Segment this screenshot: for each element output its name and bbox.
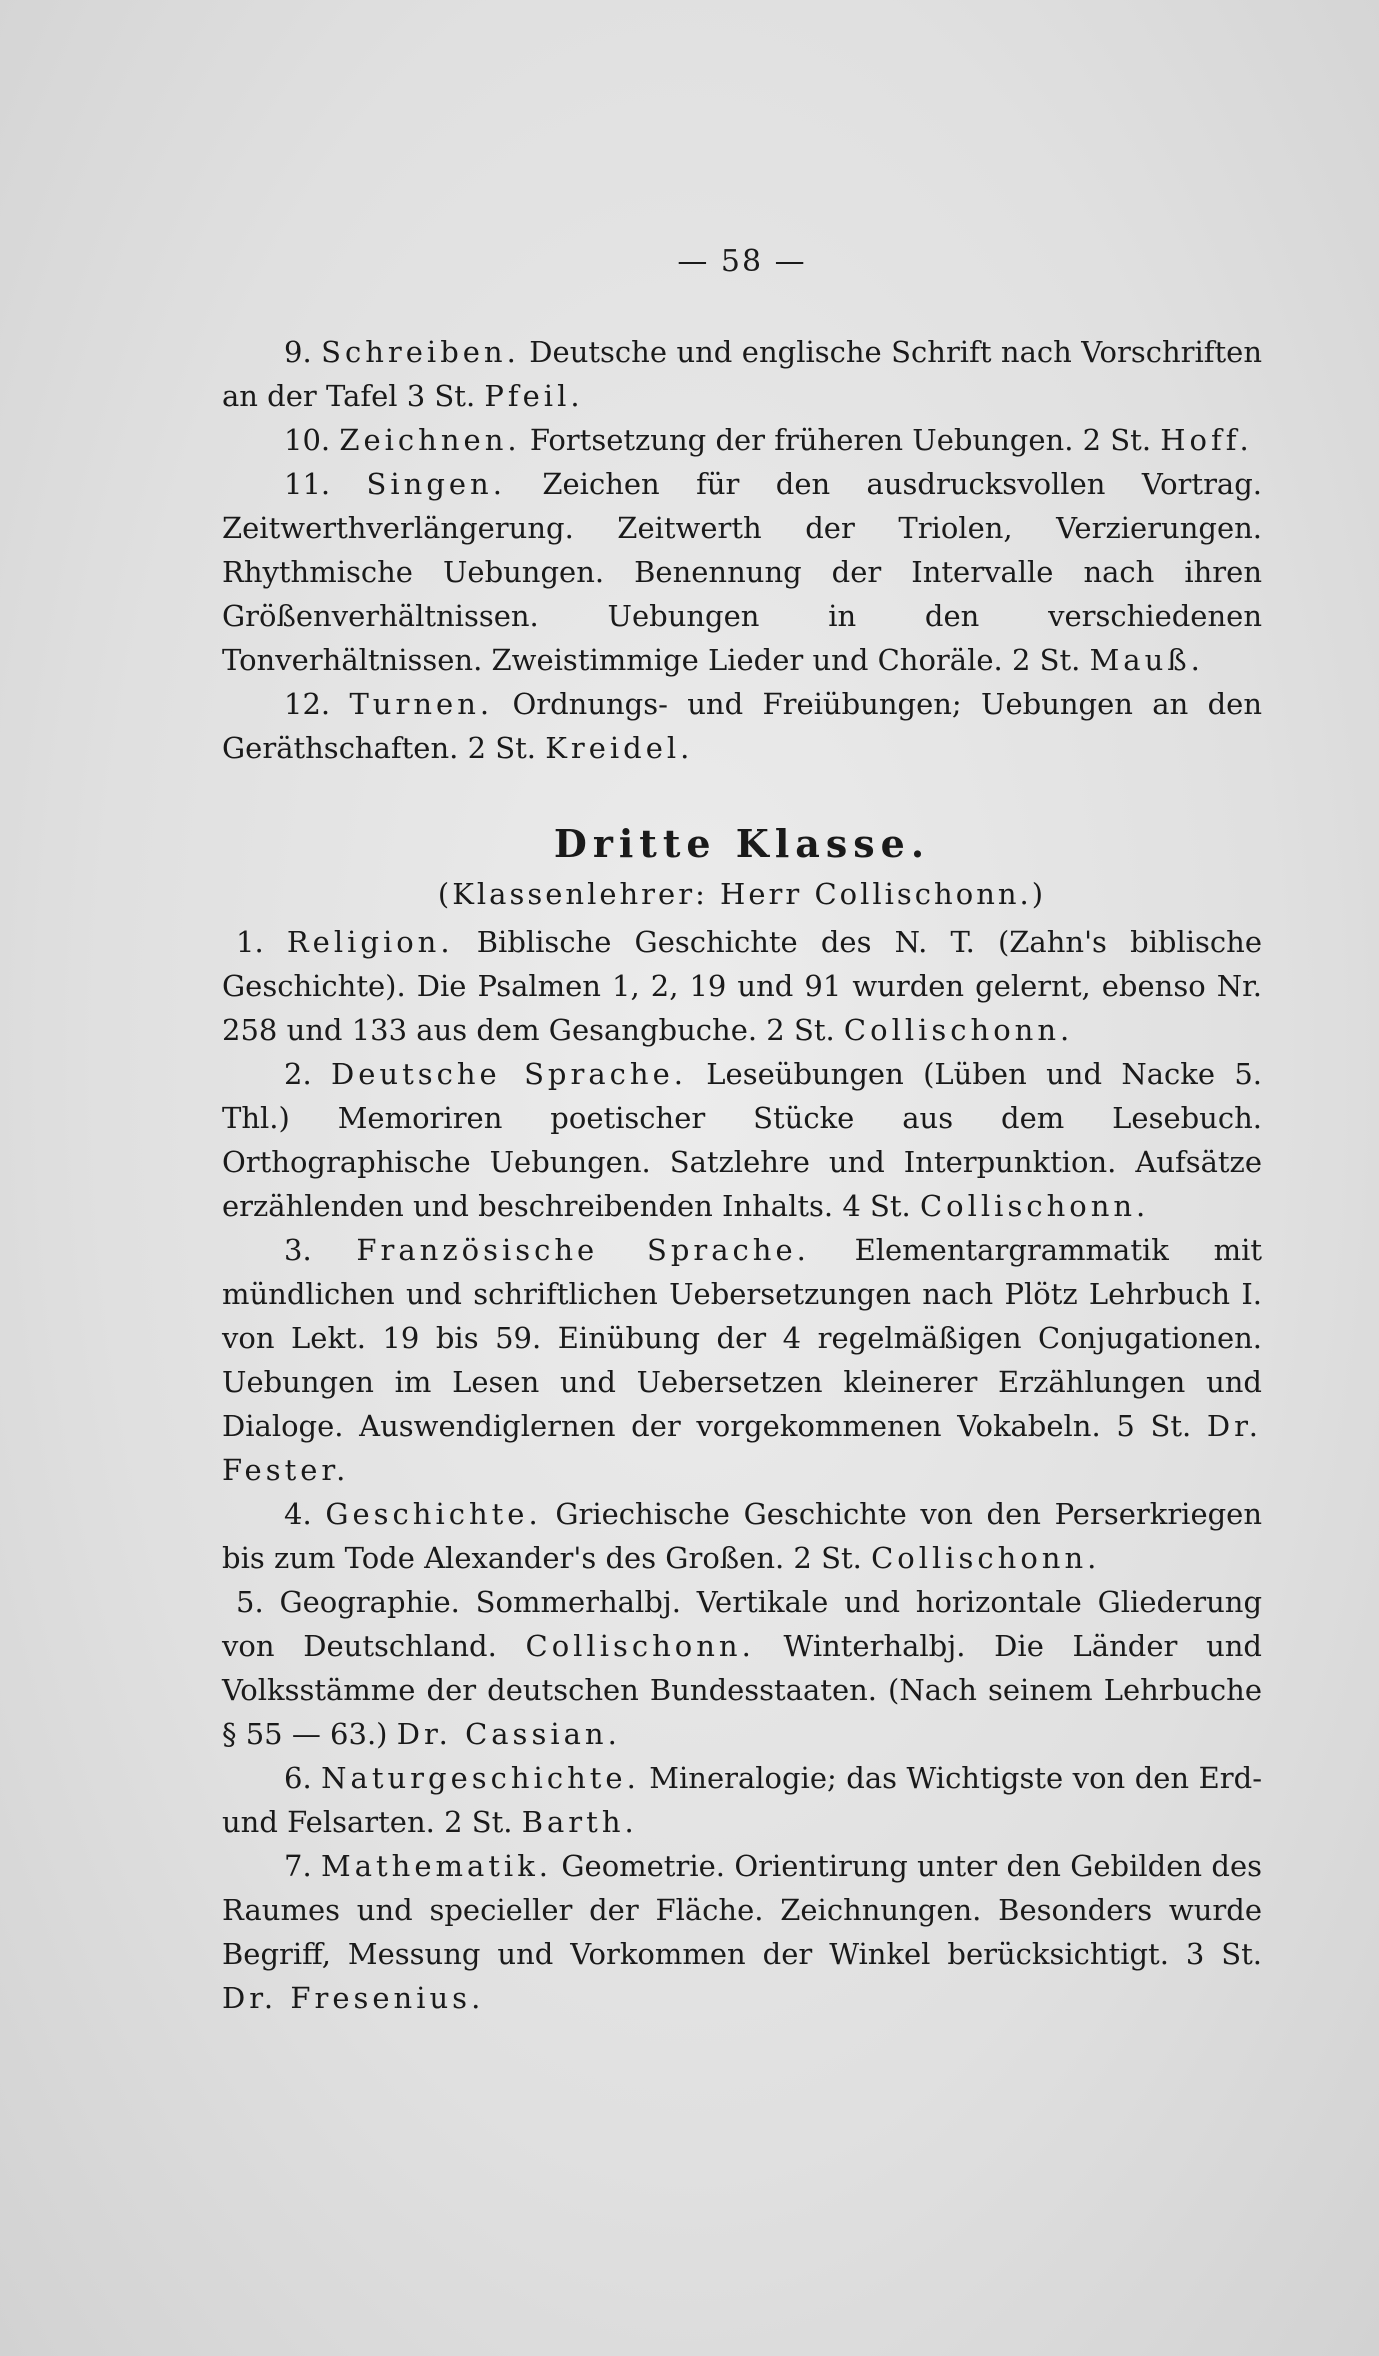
entry-schreiben: 9. Schreiben. Deutsche und englische Schrift nach Vorschriften an der Tafel 3 St. Pfeil. xyxy=(222,335,1263,413)
entry-mathematik: 7. Mathematik. Geometrie. Orientirung unter den Gebilden des Raumes und specieller der Fläche. Zeichnungen. Besonders wurde Begriff, Messung und Vorkommen der Winkel berücksichtigt. 3 St. Dr. Fresenius. xyxy=(222,1849,1263,2015)
page-number: — 58 — xyxy=(677,244,807,279)
entry-singen: 11. Singen. Zeichen für den ausdrucksvollen Vortrag. Zeitwerthverlängerung. Zeitwerth der Triolen, Verzierungen. Rhythmische Uebungen. Benennung der Intervalle nach ihren Größenverhältnissen. Uebungen in den verschiedenen Tonverhältnissen. Zweistimmige Lieder und Choräle. 2 St. Mauß. xyxy=(222,467,1263,677)
text-block xyxy=(222,240,1262,2020)
entry-franzoesische-sprache: 3. Französische Sprache. Elementargrammatik mit mündlichen und schriftlichen Uebersetzungen nach Plötz Lehrbuch I. von Lekt. 19 bis 59. Einübung der 4 regelmäßigen Conjugationen. Uebungen im Lesen und Uebersetzen kleinerer Erzählungen und Dialoge. Auswendiglernen der vorgekommenen Vokabeln. 5 St. Dr. Fester. xyxy=(222,1233,1263,1487)
entry-deutsche-sprache: 2. Deutsche Sprache. Leseübungen (Lüben und Nacke 5. Thl.) Memoriren poetischer Stücke aus dem Lesebuch. Orthographische Uebungen. Satzlehre und Interpunktion. Aufsätze erzählenden und beschreibenden Inhalts. 4 St. Collischonn. xyxy=(222,1057,1263,1223)
entry-zeichnen: 10. Zeichnen. Fortsetzung der früheren Uebungen. 2 St. Hoff. xyxy=(284,423,1253,457)
entry-naturgeschichte: 6. Naturgeschichte. Mineralogie; das Wichtigste von den Erd- und Felsarten. 2 St. Barth. xyxy=(222,1761,1262,1839)
entry-geschichte: 4. Geschichte. Griechische Geschichte von den Perserkriegen bis zum Tode Alexander's des Großen. 2 St. Collischonn. xyxy=(222,1497,1263,1575)
entry-turnen: 12. Turnen. Ordnungs- und Freiübungen; Uebungen an den Geräthschaften. 2 St. Kreidel. xyxy=(222,687,1263,765)
section-heading: Dritte Klasse. xyxy=(553,821,931,866)
class-teacher-line: (Klassenlehrer: Herr Collischonn.) xyxy=(437,877,1047,911)
entry-geographie: 5. Geographie. Sommerhalbj. Vertikale und horizontale Gliederung von Deutschland. Collischonn. Winterhalbj. Die Länder und Volksstämme der deutschen Bundesstaaten. (Nach seinem Lehrbuche § 55 — 63.) Dr. Cassian. xyxy=(222,1585,1263,1751)
entry-religion: 1. Religion. Biblische Geschichte des N. T. (Zahn's biblische Geschichte). Die Psalmen 1, 2, 19 und 91 wurden gelernt, ebenso Nr. 258 und 133 aus dem Gesangbuche. 2 St. Collischonn. xyxy=(222,925,1262,1047)
